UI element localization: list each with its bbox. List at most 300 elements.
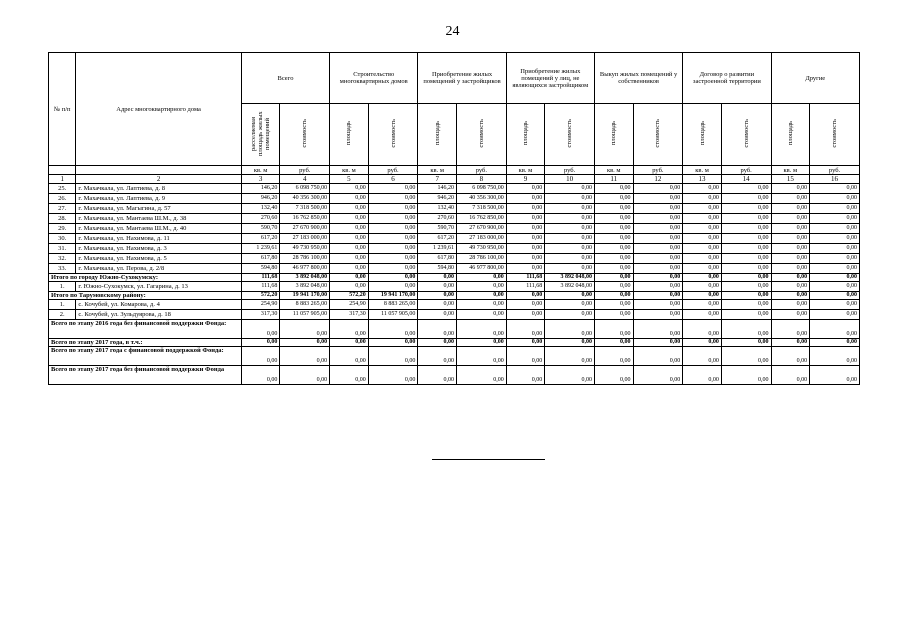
value-cell: 0,00: [368, 204, 418, 214]
table-row: [49, 320, 860, 339]
value-cell: 0,00: [683, 264, 722, 274]
value-cell: 27 670 900,00: [456, 224, 506, 234]
value-cell: 28 786 100,00: [280, 254, 330, 264]
group-header-development-agreement: Договор о развитии застроенной территории: [683, 53, 771, 104]
value-cell: 0,00: [810, 366, 860, 385]
row-number: 32.: [49, 254, 76, 264]
group-header-purchase-non-developers: Приобретение жилых помещений у лиц, не являющихся застройщиком: [506, 53, 594, 104]
value-cell: 0,00: [810, 234, 860, 244]
value-cell: 0,00: [633, 214, 683, 224]
table-row: [49, 339, 860, 347]
value-cell: 0,00: [633, 224, 683, 234]
value-cell: 0,00: [771, 347, 810, 366]
value-cell: 40 356 300,00: [456, 194, 506, 204]
row-address: г. Южно-Сухокумск, ул. Гагарина, д. 13: [76, 282, 241, 292]
value-cell: 0,00: [594, 292, 633, 300]
value-cell: 19 941 170,00: [280, 292, 330, 300]
value-cell: 0,00: [594, 282, 633, 292]
row-number: 1.: [49, 300, 76, 310]
value-cell: 0,00: [633, 292, 683, 300]
value-cell: 0,00: [721, 244, 771, 254]
units-cell: [49, 166, 76, 175]
unit-cost: руб.: [280, 166, 330, 175]
value-cell: 132,40: [418, 204, 457, 214]
sub-header-cost: стоимость: [721, 104, 771, 166]
value-cell: 1 239,61: [418, 244, 457, 254]
value-cell: 0,00: [810, 320, 860, 339]
value-cell: 0,00: [683, 292, 722, 300]
value-cell: 0,00: [771, 366, 810, 385]
value-cell: 0,00: [545, 214, 595, 224]
value-cell: 0,00: [683, 320, 722, 339]
value-cell: 0,00: [810, 254, 860, 264]
value-cell: 0,00: [683, 194, 722, 204]
unit-cost: руб.: [810, 166, 860, 175]
value-cell: 11 057 905,00: [280, 310, 330, 320]
row-summary-label: Всего по этапу 2017 года, в т.ч.:: [49, 339, 242, 347]
value-cell: 0,00: [330, 204, 369, 214]
value-cell: 0,00: [594, 339, 633, 347]
value-cell: 8 883 265,00: [368, 300, 418, 310]
table-row: [49, 366, 860, 385]
value-cell: 0,00: [771, 184, 810, 194]
value-cell: 0,00: [683, 274, 722, 282]
row-summary-label: Всего по этапу 2016 года без финансовой поддержки Фонда:: [49, 320, 242, 339]
value-cell: 0,00: [683, 339, 722, 347]
row-address: с. Кочубей, ул. Зульдуярова, д. 18: [76, 310, 241, 320]
value-cell: 0,00: [506, 347, 545, 366]
value-cell: 317,30: [241, 310, 280, 320]
table-row: [49, 224, 860, 234]
value-cell: 0,00: [330, 282, 369, 292]
group-header-other: Другие: [771, 53, 859, 104]
table-row: [49, 282, 860, 292]
value-cell: 0,00: [545, 310, 595, 320]
row-address: г. Махачкала, ул. Нахимова, д. 3: [76, 244, 241, 254]
value-cell: 0,00: [280, 320, 330, 339]
value-cell: 0,00: [456, 300, 506, 310]
unit-area: кв. м: [594, 166, 633, 175]
column-number: 13: [683, 175, 722, 184]
value-cell: 0,00: [456, 274, 506, 282]
value-cell: 0,00: [771, 244, 810, 254]
value-cell: 0,00: [368, 320, 418, 339]
row-number: 25.: [49, 184, 76, 194]
value-cell: 0,00: [368, 264, 418, 274]
unit-cost: руб.: [368, 166, 418, 175]
value-cell: 270,60: [418, 214, 457, 224]
value-cell: 946,20: [418, 194, 457, 204]
value-cell: 40 356 300,00: [280, 194, 330, 204]
value-cell: 0,00: [506, 214, 545, 224]
value-cell: 0,00: [771, 194, 810, 204]
value-cell: 0,00: [594, 347, 633, 366]
value-cell: 0,00: [545, 300, 595, 310]
sub-header-cost: стоимость: [545, 104, 595, 166]
value-cell: 0,00: [721, 282, 771, 292]
column-number: 8: [456, 175, 506, 184]
column-number: 4: [280, 175, 330, 184]
value-cell: 0,00: [330, 254, 369, 264]
value-cell: 0,00: [594, 310, 633, 320]
sub-header-cost: стоимость: [633, 104, 683, 166]
value-cell: 46 977 800,00: [456, 264, 506, 274]
value-cell: 0,00: [594, 204, 633, 214]
value-cell: 0,00: [280, 366, 330, 385]
value-cell: 0,00: [810, 310, 860, 320]
value-cell: 0,00: [456, 320, 506, 339]
value-cell: 0,00: [330, 224, 369, 234]
value-cell: 0,00: [771, 300, 810, 310]
value-cell: 0,00: [418, 320, 457, 339]
value-cell: 0,00: [418, 310, 457, 320]
value-cell: 19 941 170,00: [368, 292, 418, 300]
value-cell: 0,00: [506, 264, 545, 274]
value-cell: 0,00: [721, 184, 771, 194]
value-cell: 0,00: [633, 184, 683, 194]
value-cell: 0,00: [330, 274, 369, 282]
value-cell: 0,00: [683, 244, 722, 254]
column-number: 6: [368, 175, 418, 184]
value-cell: 7 318 500,00: [280, 204, 330, 214]
value-cell: 0,00: [633, 300, 683, 310]
value-cell: 0,00: [545, 254, 595, 264]
value-cell: 0,00: [330, 320, 369, 339]
value-cell: 3 892 048,00: [280, 282, 330, 292]
value-cell: 0,00: [368, 347, 418, 366]
value-cell: 0,00: [721, 366, 771, 385]
value-cell: 0,00: [721, 310, 771, 320]
table-row: [49, 214, 860, 224]
value-cell: 0,00: [545, 204, 595, 214]
value-cell: 0,00: [330, 366, 369, 385]
value-cell: 0,00: [633, 282, 683, 292]
column-number: 5: [330, 175, 369, 184]
value-cell: 0,00: [683, 366, 722, 385]
value-cell: 0,00: [633, 366, 683, 385]
value-cell: 0,00: [506, 366, 545, 385]
value-cell: 1 239,61: [241, 244, 280, 254]
value-cell: 0,00: [683, 300, 722, 310]
value-cell: 0,00: [330, 184, 369, 194]
value-cell: 270,60: [241, 214, 280, 224]
value-cell: 8 883 265,00: [280, 300, 330, 310]
value-cell: 0,00: [633, 254, 683, 264]
value-cell: 0,00: [771, 282, 810, 292]
value-cell: 0,00: [810, 244, 860, 254]
value-cell: 0,00: [683, 224, 722, 234]
value-cell: 0,00: [810, 184, 860, 194]
value-cell: 0,00: [683, 347, 722, 366]
table-row: [49, 347, 860, 366]
value-cell: 0,00: [633, 320, 683, 339]
value-cell: 0,00: [810, 224, 860, 234]
unit-area: кв. м: [771, 166, 810, 175]
value-cell: 572,20: [241, 292, 280, 300]
column-number: 9: [506, 175, 545, 184]
column-number: 3: [241, 175, 280, 184]
sub-header-cost: стоимость: [280, 104, 330, 166]
value-cell: 0,00: [545, 339, 595, 347]
value-cell: 0,00: [368, 194, 418, 204]
value-cell: 0,00: [594, 320, 633, 339]
value-cell: 0,00: [368, 244, 418, 254]
value-cell: 0,00: [771, 310, 810, 320]
value-cell: 0,00: [456, 347, 506, 366]
unit-area: кв. м: [330, 166, 369, 175]
value-cell: 0,00: [633, 339, 683, 347]
row-number: 33.: [49, 264, 76, 274]
value-cell: 0,00: [633, 244, 683, 254]
table-row: [49, 300, 860, 310]
value-cell: 0,00: [368, 274, 418, 282]
sub-header-total-area: расселяемая площадь жилых помещений: [241, 104, 280, 166]
value-cell: 0,00: [721, 224, 771, 234]
table-row: [49, 194, 860, 204]
row-address: г. Махачкала, ул. Магыгина, д. 57: [76, 204, 241, 214]
value-cell: 617,20: [418, 234, 457, 244]
value-cell: 0,00: [771, 254, 810, 264]
group-header-total: Всего: [241, 53, 329, 104]
value-cell: 0,00: [771, 264, 810, 274]
column-number: 15: [771, 175, 810, 184]
value-cell: 111,68: [506, 274, 545, 282]
value-cell: 49 730 950,00: [456, 244, 506, 254]
value-cell: 0,00: [810, 282, 860, 292]
value-cell: 0,00: [721, 254, 771, 264]
sub-header-cost: стоимость: [456, 104, 506, 166]
unit-area: кв. м: [418, 166, 457, 175]
value-cell: 0,00: [368, 184, 418, 194]
value-cell: 0,00: [545, 320, 595, 339]
sub-header-area: площадь: [594, 104, 633, 166]
value-cell: 0,00: [633, 264, 683, 274]
value-cell: 0,00: [721, 339, 771, 347]
value-cell: 0,00: [506, 310, 545, 320]
value-cell: 0,00: [721, 274, 771, 282]
value-cell: 0,00: [506, 339, 545, 347]
value-cell: 0,00: [721, 264, 771, 274]
value-cell: 0,00: [771, 204, 810, 214]
row-summary-label: Всего по этапу 2017 года без финансовой поддержки Фонда: [49, 366, 242, 385]
value-cell: 0,00: [771, 224, 810, 234]
col-header-no: № п/п: [49, 53, 76, 166]
value-cell: 0,00: [810, 300, 860, 310]
value-cell: 594,80: [241, 264, 280, 274]
value-cell: 0,00: [810, 214, 860, 224]
value-cell: 0,00: [456, 366, 506, 385]
value-cell: 7 318 500,00: [456, 204, 506, 214]
value-cell: 49 730 950,00: [280, 244, 330, 254]
column-numbers-row: [49, 175, 860, 184]
value-cell: 0,00: [633, 310, 683, 320]
value-cell: 0,00: [545, 292, 595, 300]
table-row: [49, 184, 860, 194]
value-cell: 0,00: [456, 310, 506, 320]
value-cell: 0,00: [683, 254, 722, 264]
column-number: 12: [633, 175, 683, 184]
row-address: г. Махачкала, ул. Мантаева Ш.М., д. 40: [76, 224, 241, 234]
value-cell: 0,00: [810, 347, 860, 366]
sub-header-area: площадь: [330, 104, 369, 166]
value-cell: 0,00: [633, 194, 683, 204]
value-cell: 11 057 905,00: [368, 310, 418, 320]
column-number: 7: [418, 175, 457, 184]
value-cell: 0,00: [683, 214, 722, 224]
value-cell: 146,20: [241, 184, 280, 194]
unit-cost: руб.: [545, 166, 595, 175]
row-number: 1.: [49, 282, 76, 292]
value-cell: 16 762 850,00: [280, 214, 330, 224]
value-cell: 254,90: [330, 300, 369, 310]
value-cell: 0,00: [418, 339, 457, 347]
value-cell: 0,00: [545, 264, 595, 274]
sub-header-cost: стоимость: [810, 104, 860, 166]
value-cell: 0,00: [506, 184, 545, 194]
value-cell: 0,00: [506, 300, 545, 310]
value-cell: 590,70: [241, 224, 280, 234]
unit-cost: руб.: [721, 166, 771, 175]
value-cell: 0,00: [418, 347, 457, 366]
value-cell: 0,00: [368, 214, 418, 224]
row-number: 31.: [49, 244, 76, 254]
row-address: с. Кочубей, ул. Комарова, д. 4: [76, 300, 241, 310]
group-header-construction: Строительство многоквартирных домов: [330, 53, 418, 104]
value-cell: 0,00: [280, 347, 330, 366]
value-cell: 0,00: [721, 347, 771, 366]
value-cell: 0,00: [721, 214, 771, 224]
value-cell: 0,00: [330, 347, 369, 366]
value-cell: 0,00: [506, 254, 545, 264]
value-cell: 572,20: [330, 292, 369, 300]
value-cell: 0,00: [594, 184, 633, 194]
value-cell: 0,00: [506, 204, 545, 214]
value-cell: 0,00: [506, 234, 545, 244]
value-cell: 0,00: [771, 339, 810, 347]
value-cell: 0,00: [330, 214, 369, 224]
value-cell: 27 183 000,00: [456, 234, 506, 244]
value-cell: 0,00: [545, 366, 595, 385]
sub-header-area: площадь: [506, 104, 545, 166]
value-cell: 0,00: [683, 184, 722, 194]
value-cell: 0,00: [368, 366, 418, 385]
value-cell: 0,00: [771, 234, 810, 244]
value-cell: 0,00: [506, 224, 545, 234]
row-address: г. Махачкала, ул. Лаптиева, д. 8: [76, 184, 241, 194]
value-cell: 0,00: [594, 254, 633, 264]
value-cell: 0,00: [810, 274, 860, 282]
value-cell: 0,00: [594, 224, 633, 234]
unit-cost: руб.: [633, 166, 683, 175]
value-cell: 0,00: [330, 244, 369, 254]
value-cell: 0,00: [330, 339, 369, 347]
column-number: 1: [49, 175, 76, 184]
table-row: [49, 274, 860, 282]
table-row: [49, 244, 860, 254]
table-row: [49, 310, 860, 320]
value-cell: 0,00: [594, 194, 633, 204]
value-cell: 0,00: [545, 194, 595, 204]
value-cell: 617,20: [241, 234, 280, 244]
row-number: 30.: [49, 234, 76, 244]
table-row: [49, 292, 860, 300]
value-cell: 111,68: [506, 282, 545, 292]
row-address: г. Махачкала, ул. Перова, д. 2/8: [76, 264, 241, 274]
value-cell: 0,00: [683, 282, 722, 292]
row-number: 2.: [49, 310, 76, 320]
value-cell: 0,00: [633, 274, 683, 282]
value-cell: 0,00: [594, 264, 633, 274]
value-cell: 46 977 800,00: [280, 264, 330, 274]
value-cell: 0,00: [810, 204, 860, 214]
value-cell: 0,00: [721, 300, 771, 310]
value-cell: 6 098 750,00: [456, 184, 506, 194]
value-cell: 0,00: [368, 339, 418, 347]
value-cell: 3 892 048,00: [545, 282, 595, 292]
value-cell: 0,00: [683, 234, 722, 244]
value-cell: 0,00: [241, 339, 280, 347]
sub-header-area: площадь: [683, 104, 722, 166]
value-cell: 0,00: [330, 234, 369, 244]
value-cell: 0,00: [368, 234, 418, 244]
value-cell: 0,00: [721, 194, 771, 204]
value-cell: 0,00: [594, 234, 633, 244]
value-cell: 0,00: [810, 292, 860, 300]
row-number: 28.: [49, 214, 76, 224]
value-cell: 0,00: [368, 254, 418, 264]
value-cell: 0,00: [456, 339, 506, 347]
value-cell: 0,00: [721, 320, 771, 339]
group-header-purchase-developers: Приобретение жилых помещений у застройщиков: [418, 53, 506, 104]
value-cell: 0,00: [330, 194, 369, 204]
value-cell: 27 670 900,00: [280, 224, 330, 234]
value-cell: 0,00: [418, 282, 457, 292]
row-address: г. Махачкала, ул. Нахимова, д. 11: [76, 234, 241, 244]
value-cell: 0,00: [633, 204, 683, 214]
value-cell: 0,00: [545, 184, 595, 194]
col-header-address: Адрес многоквартирного дома: [76, 53, 241, 166]
value-cell: 0,00: [506, 194, 545, 204]
value-cell: 0,00: [241, 320, 280, 339]
row-number: 27.: [49, 204, 76, 214]
value-cell: 0,00: [683, 204, 722, 214]
unit-area: кв. м: [241, 166, 280, 175]
value-cell: 0,00: [594, 300, 633, 310]
value-cell: 16 762 850,00: [456, 214, 506, 224]
table-row: [49, 254, 860, 264]
table-row: [49, 264, 860, 274]
value-cell: 0,00: [456, 292, 506, 300]
value-cell: 27 183 000,00: [280, 234, 330, 244]
table-body: [49, 184, 860, 385]
value-cell: 0,00: [771, 292, 810, 300]
table-row: [49, 234, 860, 244]
value-cell: 0,00: [810, 194, 860, 204]
value-cell: 617,80: [241, 254, 280, 264]
value-cell: 0,00: [368, 282, 418, 292]
column-number: 16: [810, 175, 860, 184]
value-cell: 0,00: [368, 224, 418, 234]
page-number: 24: [445, 24, 460, 39]
value-cell: 0,00: [721, 204, 771, 214]
value-cell: 254,90: [241, 300, 280, 310]
sub-header-area: площадь: [771, 104, 810, 166]
value-cell: 0,00: [545, 244, 595, 254]
value-cell: 111,68: [241, 282, 280, 292]
value-cell: 0,00: [721, 234, 771, 244]
value-cell: 0,00: [418, 292, 457, 300]
value-cell: 0,00: [633, 234, 683, 244]
